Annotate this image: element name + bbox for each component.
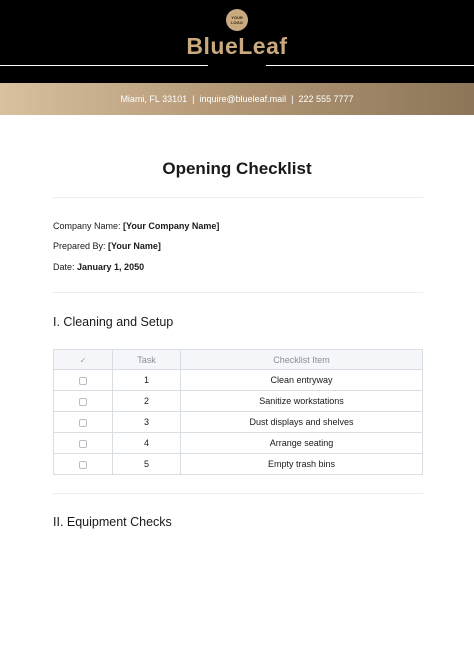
checklist-table (53, 349, 423, 475)
contact-text: Miami, FL 33101 | inquire@blueleaf.mail | 222 555 7777 (120, 94, 354, 104)
header-banner (0, 0, 474, 83)
company-value: [Your Company Name] (123, 221, 220, 231)
table-row (54, 412, 423, 433)
company-line (53, 221, 219, 231)
page-title: Opening Checklist (162, 159, 312, 178)
checkbox-cell (54, 391, 113, 412)
checkbox-cell (54, 454, 113, 475)
brand-name: BlueLeaf (186, 33, 288, 59)
column-header-check (54, 350, 113, 370)
divider-left (0, 65, 208, 66)
company-label: Company Name: (53, 221, 121, 231)
task-number: 2 (113, 391, 181, 412)
column-header-task: Task (113, 350, 181, 370)
section-heading-cleaning: I. Cleaning and Setup (53, 315, 174, 329)
divider (53, 493, 423, 494)
checkbox[interactable] (79, 440, 87, 448)
prepared-label: Prepared By: (53, 241, 106, 251)
table-row (54, 370, 423, 391)
section-heading-equipment: II. Equipment Checks (53, 515, 172, 529)
checkbox-cell (54, 433, 113, 454)
divider (53, 197, 423, 198)
checkbox[interactable] (79, 377, 87, 385)
date-line (53, 262, 144, 272)
contact-bar (0, 83, 474, 115)
logo-placeholder (226, 9, 248, 31)
checklist-item: Clean entryway (181, 370, 423, 391)
date-value: January 1, 2050 (77, 262, 145, 272)
task-number: 1 (113, 370, 181, 391)
check-icon: ✓ (79, 355, 87, 365)
logo-text: YOUR LOGO (231, 15, 243, 25)
checkbox[interactable] (79, 398, 87, 406)
prepared-by-line (53, 241, 161, 251)
column-header-item: Checklist Item (181, 350, 423, 370)
divider (53, 292, 423, 293)
checkbox[interactable] (79, 461, 87, 469)
checklist-item: Dust displays and shelves (181, 412, 423, 433)
prepared-value: [Your Name] (108, 241, 161, 251)
table-header-row (54, 350, 423, 370)
table-row (54, 391, 423, 412)
checklist-item: Sanitize workstations (181, 391, 423, 412)
task-number: 4 (113, 433, 181, 454)
divider-right (266, 65, 474, 66)
task-number: 5 (113, 454, 181, 475)
task-number: 3 (113, 412, 181, 433)
checkbox-cell (54, 412, 113, 433)
table-row (54, 454, 423, 475)
date-label: Date: (53, 262, 75, 272)
checklist-item: Arrange seating (181, 433, 423, 454)
checkbox[interactable] (79, 419, 87, 427)
checklist-item: Empty trash bins (181, 454, 423, 475)
checkbox-cell (54, 370, 113, 391)
table-row (54, 433, 423, 454)
